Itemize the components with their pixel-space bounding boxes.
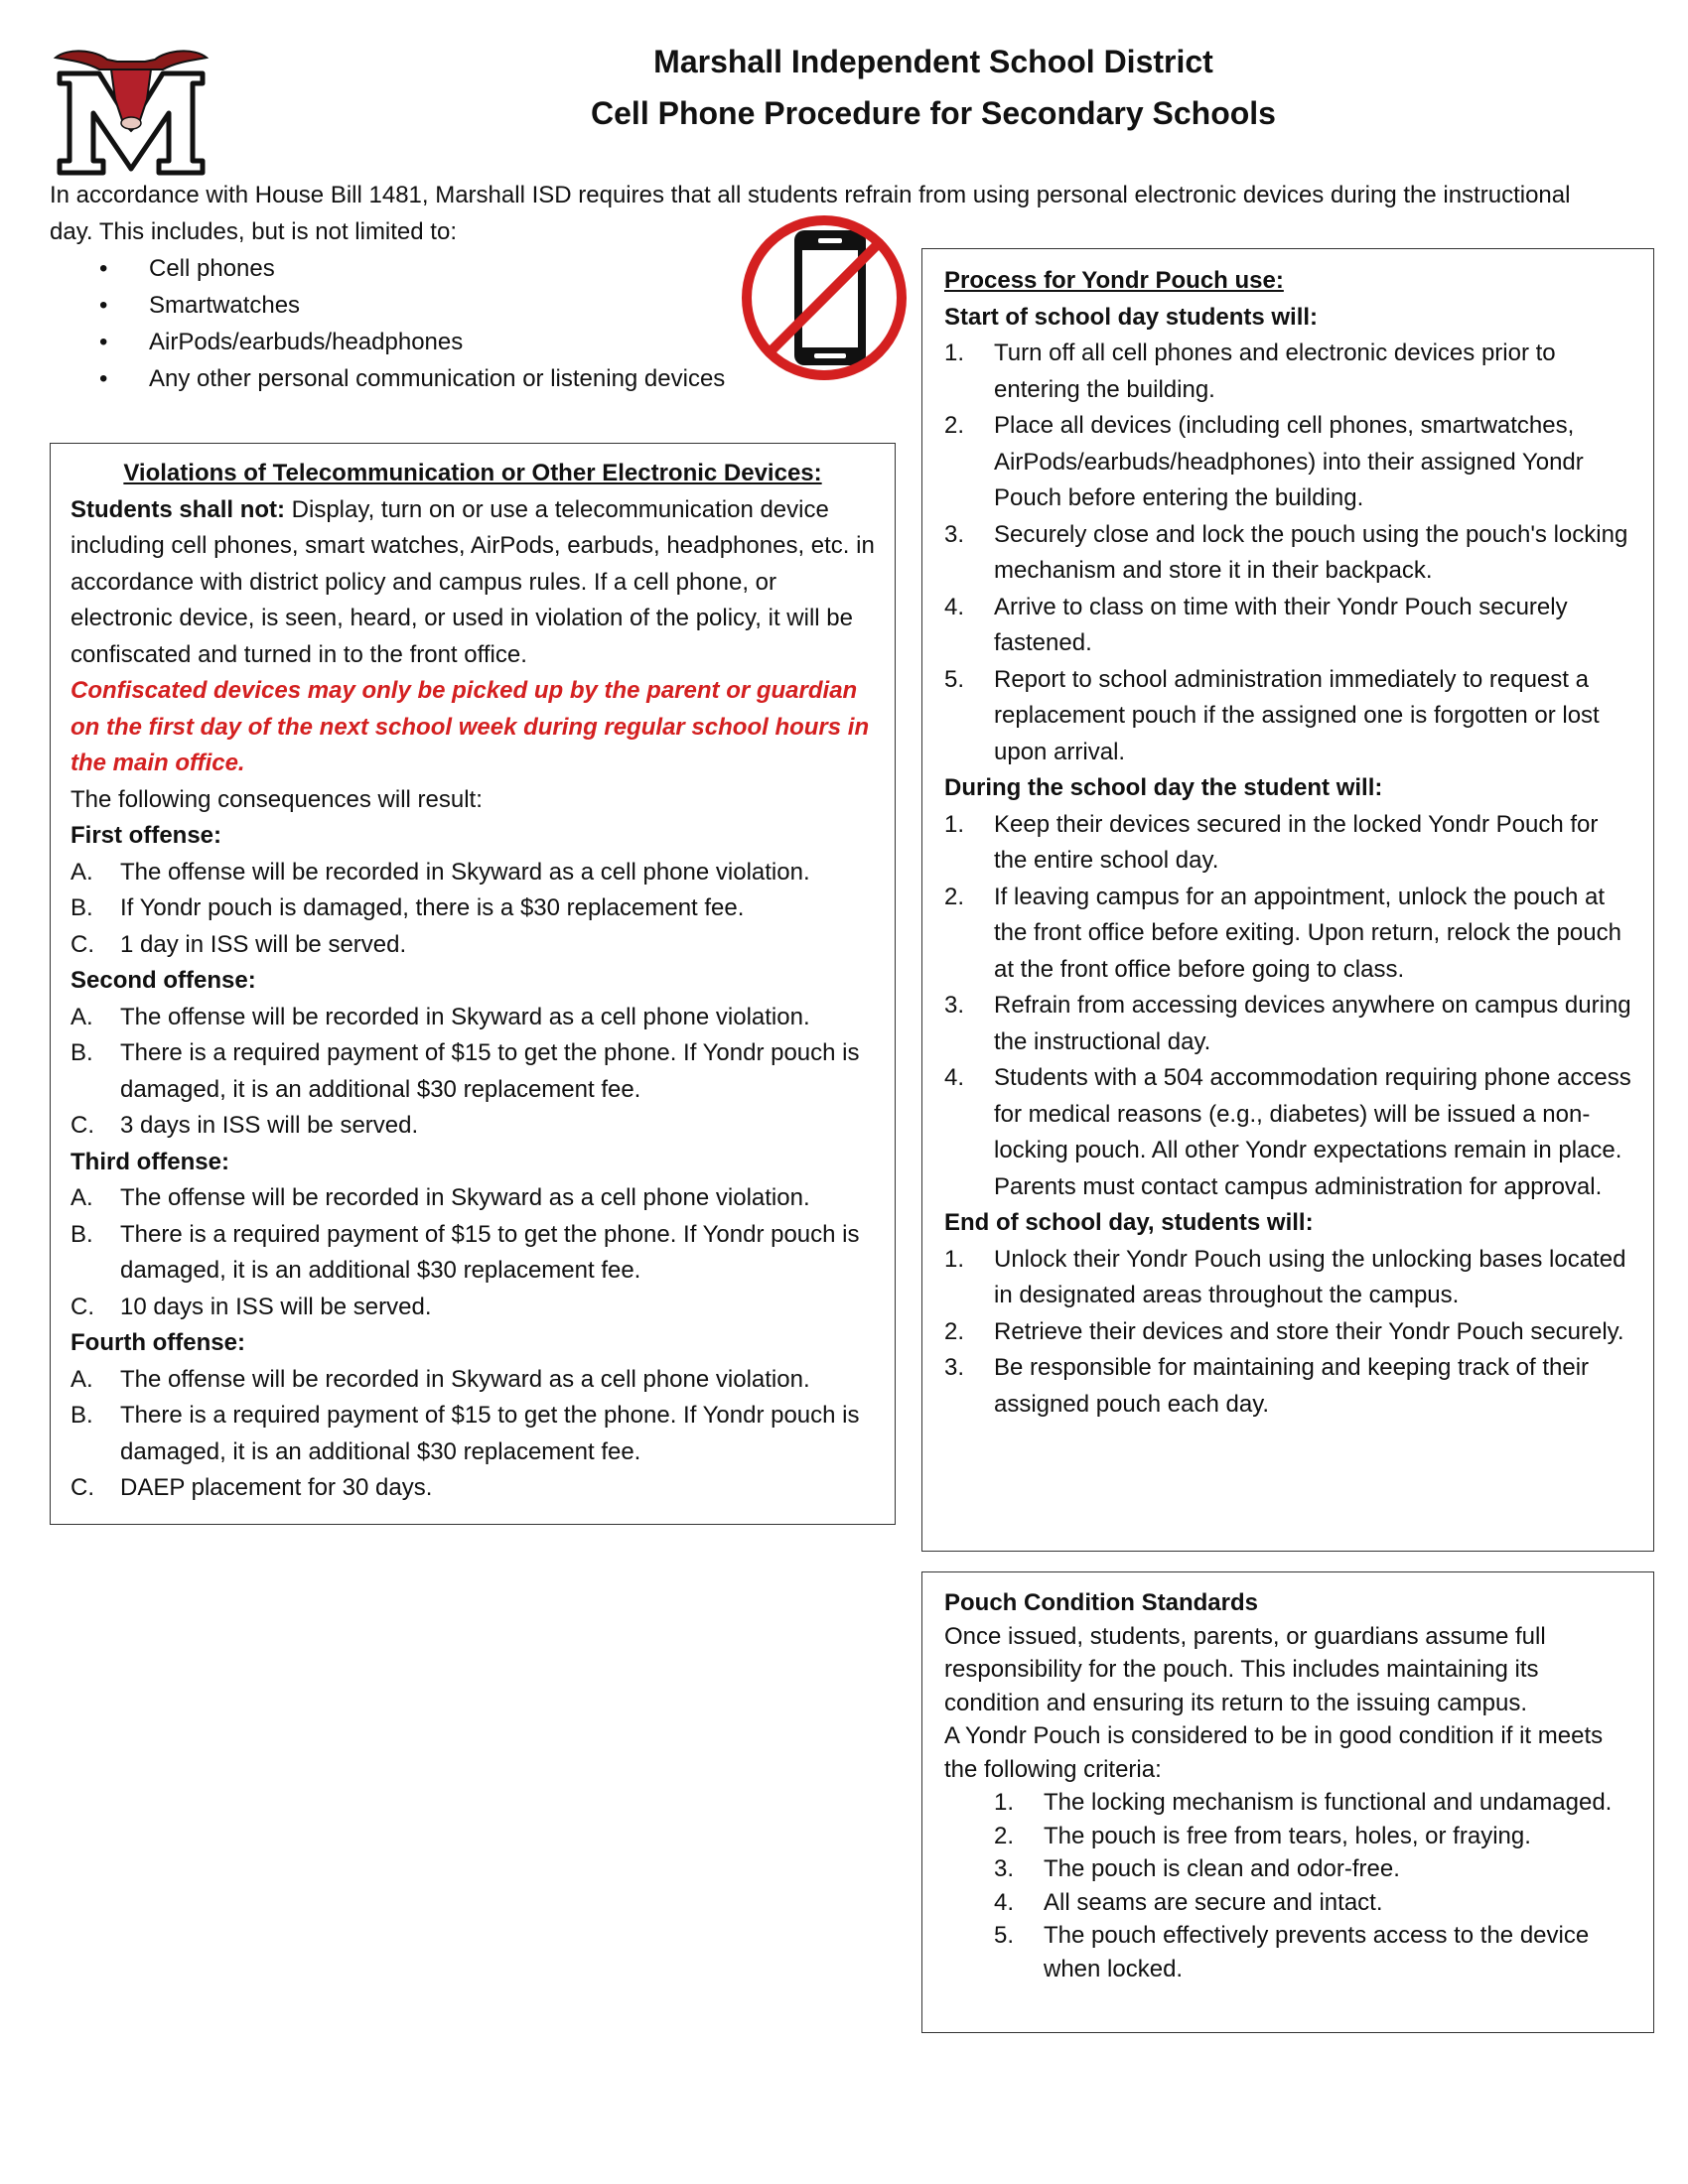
item-text: Students with a 504 accommodation requiring phone access for medical reasons (e.g., diabetes) will be issued a non-locking pouch. All other Yondr expectations remain in place. Parents must contact campus administration for approval.: [994, 1064, 1631, 1200]
criteria-item: [944, 1852, 1633, 1886]
item-text: The offense will be recorded in Skyward as a cell phone violation.: [120, 858, 810, 886]
pouch-standards-box: [921, 1571, 1654, 2033]
pouch-para1: Once issued, students, parents, or guardians assume full responsibility for the pouch. This includes maintaining its condition and ensuring its return to the issuing campus.: [944, 1622, 1546, 1716]
pickup-warning: Confiscated devices may only be picked up by the parent or guardian on the first day of the next school week during regular school hours in the main office.: [70, 677, 870, 776]
device-list-item: • Cell phones: [50, 250, 1579, 287]
longhorn-m-logo: [48, 40, 214, 179]
process-section-title: End of school day, students will:: [944, 1209, 1314, 1236]
yondr-process-box: [921, 248, 1654, 1552]
item-marker: 3.: [944, 992, 965, 1019]
item-marker: C.: [70, 930, 94, 958]
offense-item: [70, 927, 875, 964]
offense-list: [70, 818, 875, 1507]
item-text: If Yondr pouch is damaged, there is a $30 replacement fee.: [120, 894, 745, 921]
device-list-item: • Smartwatches: [50, 287, 1579, 324]
offense-item: [70, 1180, 875, 1217]
item-text: The pouch is free from tears, holes, or fraying.: [1044, 1822, 1531, 1849]
criteria-item: [944, 1786, 1633, 1820]
criteria-item: [944, 1886, 1633, 1920]
item-marker: A.: [70, 1184, 93, 1211]
item-marker: 4.: [994, 1888, 1015, 1916]
process-heading: Process for Yondr Pouch use:: [944, 267, 1284, 294]
item-text: There is a required payment of $15 to get the phone. If Yondr pouch is damaged, it is an additional $30 replacement fee.: [120, 1402, 860, 1465]
process-step: [944, 988, 1633, 1060]
item-marker: 2.: [944, 883, 965, 910]
process-step: [944, 1350, 1633, 1423]
process-section-title: Start of school day students will:: [944, 303, 1319, 331]
offense-item: [70, 1000, 875, 1036]
item-marker: B.: [70, 1039, 93, 1066]
offense-item: [70, 890, 875, 927]
item-marker: C.: [70, 1293, 94, 1320]
consequences-intro: The following consequences will result:: [70, 785, 483, 813]
item-marker: 5.: [994, 1922, 1015, 1949]
offense-item: [70, 1290, 875, 1326]
process-section-title: During the school day the student will:: [944, 774, 1383, 801]
device-list-item: • AirPods/earbuds/headphones: [50, 324, 1579, 360]
offense-item: [70, 1362, 875, 1399]
item-marker: 3.: [994, 1855, 1015, 1882]
offense-title: Fourth offense:: [70, 1329, 245, 1356]
item-marker: 1.: [944, 1245, 965, 1273]
violations-box: [50, 443, 896, 1525]
item-text: DAEP placement for 30 days.: [120, 1474, 433, 1501]
item-marker: C.: [70, 1112, 94, 1139]
item-text: Turn off all cell phones and electronic devices prior to entering the building.: [994, 340, 1556, 403]
page-title-line1: Marshall Independent School District: [653, 44, 1213, 79]
process-step: [944, 880, 1633, 989]
process-step: [944, 1060, 1633, 1205]
page-title-line2: Cell Phone Procedure for Secondary Schools: [591, 95, 1276, 131]
item-text: The offense will be recorded in Skyward as a cell phone violation.: [120, 1365, 810, 1393]
process-step: [944, 807, 1633, 880]
item-marker: C.: [70, 1474, 94, 1501]
item-marker: A.: [70, 858, 93, 886]
item-marker: 3.: [944, 520, 965, 548]
process-step: [944, 336, 1633, 408]
item-marker: 1.: [994, 1789, 1015, 1816]
item-text: Securely close and lock the pouch using the pouch's locking mechanism and store it in their backpack.: [994, 520, 1628, 584]
process-sections: [944, 300, 1633, 1424]
criteria-item: [944, 1919, 1633, 1985]
item-marker: A.: [70, 1003, 93, 1030]
process-step: [944, 517, 1633, 590]
item-text: The offense will be recorded in Skyward as a cell phone violation.: [120, 1184, 810, 1211]
item-marker: A.: [70, 1365, 93, 1393]
item-text: The offense will be recorded in Skyward as a cell phone violation.: [120, 1003, 810, 1030]
offense-title: Second offense:: [70, 967, 256, 994]
item-text: 1 day in ISS will be served.: [120, 930, 407, 958]
item-marker: B.: [70, 894, 93, 921]
item-text: 3 days in ISS will be served.: [120, 1112, 419, 1139]
offense-item: [70, 1035, 875, 1108]
offense-item: [70, 1398, 875, 1470]
item-marker: 4.: [944, 1064, 965, 1091]
item-marker: 1.: [944, 810, 965, 838]
item-text: Refrain from accessing devices anywhere on campus during the instructional day.: [994, 992, 1631, 1055]
offense-item: [70, 1470, 875, 1507]
item-text: The pouch is clean and odor-free.: [1044, 1855, 1400, 1882]
item-text: The pouch effectively prevents access to the device when locked.: [1044, 1922, 1590, 1982]
offense-title: Third offense:: [70, 1148, 229, 1175]
violations-lead: [70, 492, 875, 674]
item-text: 10 days in ISS will be served.: [120, 1293, 432, 1320]
item-marker: 2.: [944, 412, 965, 439]
criteria-item: [944, 1820, 1633, 1853]
item-marker: 2.: [994, 1822, 1015, 1849]
no-cell-phone-icon: [735, 208, 914, 387]
item-text: Be responsible for maintaining and keeping track of their assigned pouch each day.: [994, 1354, 1590, 1418]
item-text: The locking mechanism is functional and undamaged.: [1044, 1789, 1613, 1816]
criteria-list: [944, 1786, 1633, 1985]
item-marker: B.: [70, 1220, 93, 1248]
process-step: [944, 1314, 1633, 1351]
process-step: [944, 662, 1633, 771]
device-list-item: • Any other personal communication or listening devices: [50, 360, 1579, 397]
item-marker: B.: [70, 1402, 93, 1429]
process-step: [944, 1242, 1633, 1314]
violations-lead-bold: Students shall not:: [70, 495, 285, 523]
pouch-heading: Pouch Condition Standards: [944, 1589, 1258, 1616]
item-text: All seams are secure and intact.: [1044, 1888, 1383, 1916]
offense-item: [70, 1217, 875, 1290]
item-text: Keep their devices secured in the locked Yondr Pouch for the entire school day.: [994, 810, 1599, 874]
process-step: [944, 408, 1633, 517]
intro-text: In accordance with House Bill 1481, Marshall ISD requires that all students refrain from using personal electronic devices during the instructional day. This includes, but is not limited to:: [50, 182, 1571, 245]
item-text: Arrive to class on time with their Yondr Pouch securely fastened.: [994, 593, 1568, 656]
process-step: [944, 590, 1633, 662]
item-marker: 1.: [944, 340, 965, 366]
item-text: There is a required payment of $15 to get the phone. If Yondr pouch is damaged, it is an additional $30 replacement fee.: [120, 1039, 860, 1103]
item-marker: 3.: [944, 1354, 965, 1381]
pouch-para2: A Yondr Pouch is considered to be in good condition if it meets the following criteria:: [944, 1722, 1604, 1783]
item-marker: 4.: [944, 593, 965, 620]
item-text: Unlock their Yondr Pouch using the unlocking bases located in designated areas throughout the campus.: [994, 1245, 1626, 1308]
item-text: Retrieve their devices and store their Yondr Pouch securely.: [994, 1317, 1624, 1345]
item-marker: 2.: [944, 1317, 965, 1345]
item-text: Place all devices (including cell phones, smartwatches, AirPods/earbuds/headphones) into their assigned Yondr Pouch before entering the building.: [994, 412, 1584, 511]
item-text: If leaving campus for an appointment, unlock the pouch at the front office before exiting. Upon return, relock the pouch at the front office before going to class.: [994, 883, 1621, 983]
violations-lead-text: Display, turn on or use a telecommunication device including cell phones, smart watches, AirPods, earbuds, headphones, etc. in accordance with district policy and campus rules. If a cell phone, or electronic device, is seen, heard, or used in violation of the policy, it will be confiscated and turned in to the front office.: [70, 495, 875, 668]
offense-item: [70, 855, 875, 891]
item-text: Report to school administration immediately to request a replacement pouch if the assigned one is forgotten or lost upon arrival.: [994, 665, 1600, 765]
offense-title: First offense:: [70, 822, 222, 849]
offense-item: [70, 1108, 875, 1145]
item-text: There is a required payment of $15 to get the phone. If Yondr pouch is damaged, it is an additional $30 replacement fee.: [120, 1220, 860, 1284]
item-marker: 5.: [944, 665, 965, 693]
violations-heading: Violations of Telecommunication or Other Electronic Devices:: [123, 460, 822, 486]
